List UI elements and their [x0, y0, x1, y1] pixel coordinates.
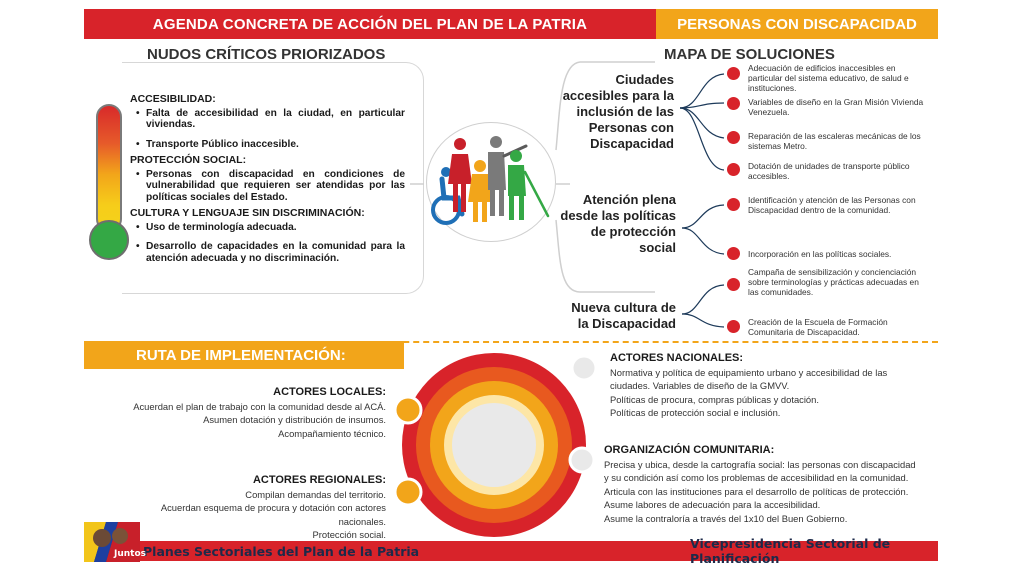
regional-actor-item: nacionales. [338, 515, 386, 527]
solution-item: Campaña de sensibilización y concienciación sobre terminologías y prácticas adecuadas en las comunidades. [748, 267, 919, 297]
community-org-item: Asume labores de adecuación para la accesibilidad. [604, 499, 821, 511]
local-actors-heading: ACTORES LOCALES: [273, 386, 386, 398]
solution-item: Adecuación de edificios inaccesibles en particular del sistema educativo, de salud e instituciones. [748, 63, 909, 93]
solution-item: Creación de la Escuela de Formación Comunitaria de Discapacidad. [748, 317, 888, 337]
community-org-item: Articula con las instituciones para el desarrollo de políticas de protección. [604, 485, 909, 497]
solution-item: Variables de diseño en la Gran Misión Vivienda Venezuela. [748, 97, 924, 117]
regional-actors-heading: ACTORES REGIONALES: [252, 474, 386, 486]
bullet-dot-icon [727, 97, 740, 110]
bullet-dot-icon [727, 131, 740, 144]
solution-group-cities [556, 72, 674, 152]
community-org-item: y su condición así como los problemas de accesibilidad en la comunidad. [604, 472, 909, 484]
bullet-dot-icon [727, 198, 740, 211]
access-item: • Transporte Público inaccesible. [136, 139, 405, 151]
national-actor-item: Políticas de protección social e inclusión. [610, 407, 781, 419]
community-org-item: Asume la contraloría a través del 1x10 del Buen Gobierno. [604, 512, 848, 524]
national-actors-heading: ACTORES NACIONALES: [610, 352, 744, 364]
national-actor-item: ciudades. Variables de diseño de la GMVV. [610, 380, 790, 392]
regional-actor-item: Protección social. [312, 529, 386, 541]
local-actors-list [100, 400, 386, 440]
solution-item: Reparación de las escaleras mecánicas de los sistemas Metro. [748, 131, 921, 151]
community-org-list [604, 458, 934, 525]
regional-actors-list [100, 488, 386, 542]
solution-group-line: Atención plena [582, 192, 676, 207]
solution-group-line: social [639, 240, 676, 255]
national-actors-list [610, 366, 910, 420]
logo-text: Juntos [114, 549, 147, 559]
footer-right: Vicepresidencia Sectorial de Planificación [690, 536, 891, 566]
bullet-dot-icon [727, 247, 740, 260]
regional-actor-item: Compilan demandas del territorio. [245, 489, 386, 500]
social-heading: PROTECCIÓN SOCIAL: [130, 154, 247, 166]
solution-group-line: la Discapacidad [577, 316, 676, 331]
bullet-dot-icon [727, 278, 740, 291]
access-item: • Falta de accesibilidad en la ciudad, en particular viviendas. [136, 108, 405, 131]
solution-group-line: de protección [590, 224, 676, 239]
bullet-dot-icon [727, 320, 740, 333]
solution-group-line: accesibles para la [562, 88, 674, 103]
access-heading: ACCESIBILIDAD: [130, 93, 216, 105]
local-actor-item: Acompañamiento técnico. [278, 427, 386, 439]
solution-group-culture [546, 300, 676, 332]
juntos-logo-icon [84, 522, 147, 562]
concentric-rings-icon [384, 350, 604, 540]
header-title: AGENDA CONCRETA DE ACCIÓN DEL PLAN DE LA PATRIA [84, 9, 656, 39]
solution-group-line: Discapacidad [590, 136, 674, 151]
culture-item: • Desarrollo de capacidades en la comunidad para la atención adecuada y no discriminación. [136, 241, 405, 264]
community-org-heading: ORGANIZACIÓN COMUNITARIA: [604, 444, 775, 456]
solution-group-line: inclusión de las [576, 104, 674, 119]
route-title: RUTA DE IMPLEMENTACIÓN: [84, 341, 404, 369]
national-actor-item: Políticas de procura, compras públicas y dotación. [610, 393, 819, 405]
footer-left: Planes Sectoriales del Plan de la Patria [143, 543, 420, 559]
social-item: • Personas con discapacidad en condiciones de vulnerabilidad que requieren ser atendidas por las políticas sociales del Estado. [136, 169, 405, 204]
bullet-dot-icon [727, 67, 740, 80]
local-actor-item: Asumen dotación y distribución de insumos. [203, 414, 386, 426]
solutions-title: MAPA DE SOLUCIONES [664, 46, 835, 63]
culture-heading: CULTURA Y LENGUAJE SIN DISCRIMINACIÓN: [130, 207, 365, 219]
solution-item: Incorporación en las políticas sociales. [748, 249, 892, 259]
solution-group-line: Ciudades [615, 72, 674, 87]
bullet-dot-icon [727, 163, 740, 176]
people-with-disabilities-icon [428, 132, 554, 232]
culture-item: • Uso de terminología adecuada. [136, 222, 405, 234]
solution-group-line: desde las políticas [560, 208, 676, 223]
regional-actor-item: Acuerdan esquema de procura y dotación con actores [160, 502, 386, 514]
national-actor-item: Normativa y política de equipamiento urbano y accesibilidad de las [610, 367, 888, 378]
nodes-title: NUDOS CRÍTICOS PRIORIZADOS [147, 46, 386, 63]
local-actor-item: Acuerdan el plan de trabajo con la comunidad desde al ACÁ. [133, 401, 386, 412]
header-tag: PERSONAS CON DISCAPACIDAD [656, 9, 938, 39]
solution-item: Identificación y atención de las Personas con Discapacidad dentro de la comunidad. [748, 195, 916, 215]
solution-group-line: Personas con [588, 120, 674, 135]
solution-group-line: Nueva cultura de [571, 300, 676, 315]
solution-group-protection [546, 192, 676, 256]
community-org-item: Precisa y ubica, desde la cartografía social: las personas con discapacidad [604, 459, 916, 470]
solution-item: Dotación de unidades de transporte público accesibles. [748, 161, 910, 181]
